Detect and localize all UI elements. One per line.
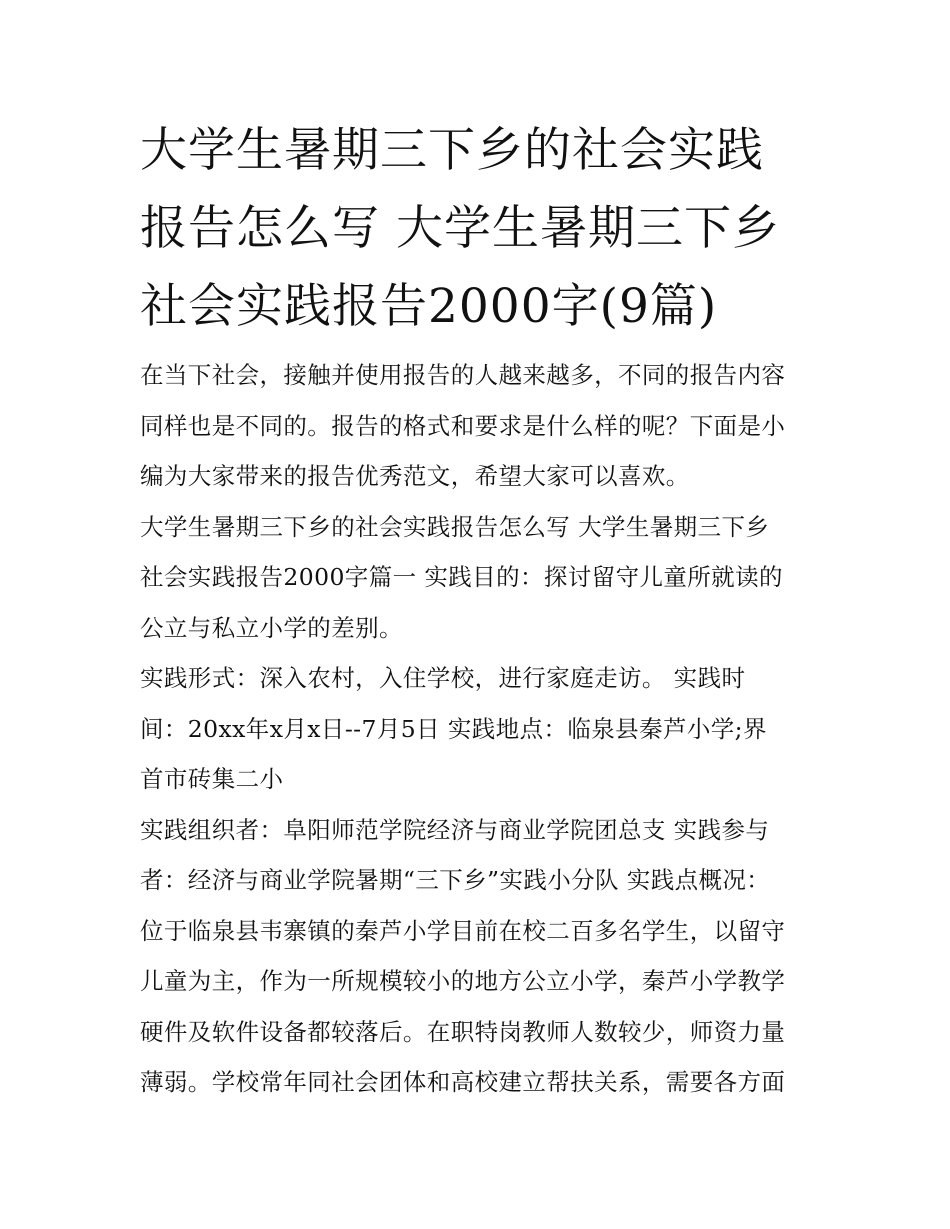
title-line-3: 社会实践报告2000字(9篇): [140, 279, 718, 334]
paragraph-organizer-overview: [140, 805, 820, 1108]
text-line: 在当下社会，接触并使用报告的人越来越多，不同的报告内容: [140, 361, 786, 389]
text-line: 公立与私立小学的差别。: [140, 613, 403, 642]
title-line-2: 报告怎么写 大学生暑期三下乡: [140, 201, 780, 256]
document-title: [140, 112, 820, 346]
text-line: 位于临泉县韦寨镇的秦芦小学目前在校二百多名学生，以留守: [140, 916, 786, 945]
text-line: 儿童为主，作为一所规模较小的地方公立小学，秦芦小学教学: [140, 967, 786, 995]
text-line: 实践形式：深入农村，入住学校，进行家庭走访。 实践时: [140, 664, 746, 692]
text-line: 实践组织者：阜阳师范学院经济与商业学院团总支 实践参与: [140, 815, 770, 844]
text-line: 硬件及软件设备都较落后。在职特岗教师人数较少，师资力量: [140, 1017, 786, 1046]
text-line: 社会实践报告2000字篇一 实践目的：探讨留守儿童所就读的: [140, 563, 783, 591]
text-line: 间：20xx年x月x日--7月5日 实践地点：临泉县秦芦小学;界: [140, 714, 767, 743]
title-line-1: 大学生暑期三下乡的社会实践: [140, 123, 764, 178]
text-line: 薄弱。学校常年同社会团体和高校建立帮扶关系，需要各方面: [140, 1068, 786, 1096]
document-body: [140, 350, 820, 1108]
paragraph-intro: [140, 350, 820, 502]
text-line: 首市砖集二小: [140, 765, 284, 793]
text-line: 者：经济与商业学院暑期“三下乡”实践小分队 实践点概况：: [140, 866, 771, 894]
text-line: 同样也是不同的。报告的格式和要求是什么样的呢？下面是小: [140, 411, 786, 440]
paragraph-purpose: [140, 502, 820, 654]
paragraph-form-time-place: [140, 653, 820, 805]
text-line: 大学生暑期三下乡的社会实践报告怎么写 大学生暑期三下乡: [140, 512, 770, 541]
text-line: 编为大家带来的报告优秀范文，希望大家可以喜欢。: [140, 462, 690, 490]
document-page: [140, 112, 820, 1108]
